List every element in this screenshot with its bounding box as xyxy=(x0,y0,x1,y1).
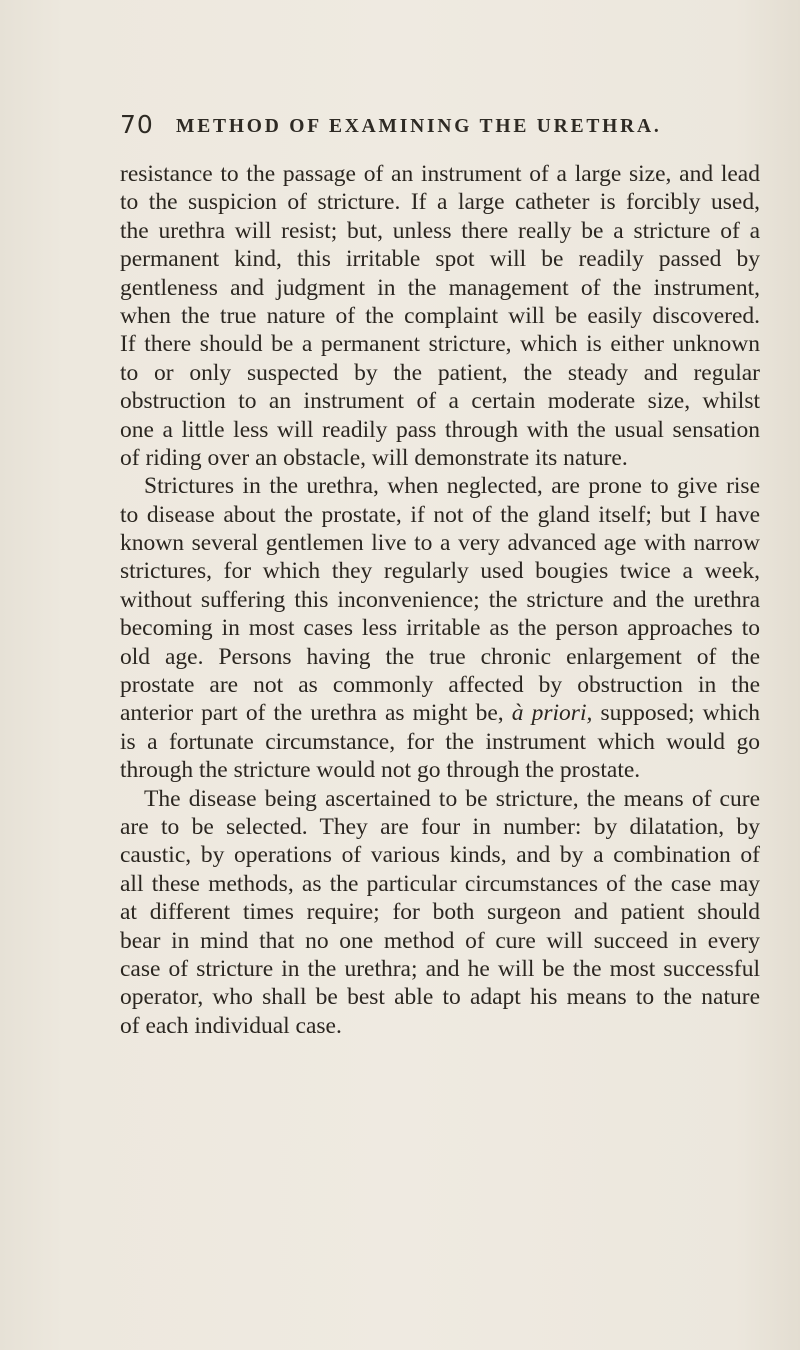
running-title: METHOD OF EXAMINING THE URETHRA. xyxy=(176,116,662,137)
text-segment: supposed; which xyxy=(600,700,761,727)
text-line: of each individual case. xyxy=(120,1012,342,1039)
text-line: strictures, for which they regularly used bougies twice a week, xyxy=(120,558,760,585)
text-line: gentleness and judgment in the management of the instrument, xyxy=(120,274,760,301)
text-line: is a fortunate circumstance, for the instrument which would go xyxy=(120,728,760,755)
page-number: 70 xyxy=(120,110,154,139)
text-line: bear in mind that no one method of cure will succeed in every xyxy=(120,927,760,954)
text-line: prostate are not as commonly affected by obstruction in the xyxy=(120,672,760,699)
text-line xyxy=(120,699,760,727)
text-line: operator, who shall be best able to adapt his means to the nature xyxy=(120,984,760,1011)
italic-phrase: à priori, xyxy=(511,700,593,727)
text-line: without suffering this inconvenience; the stricture and the urethra xyxy=(120,586,760,613)
text-line: obstruction to an instrument of a certain moderate size, whilst xyxy=(120,388,760,415)
text-line: to or only suspected by the patient, the steady and regular xyxy=(120,359,760,386)
text-line: are to be selected. They are four in number: by dilatation, by xyxy=(120,813,760,840)
text-line: at different times require; for both surgeon and patient should xyxy=(120,899,760,926)
body-text xyxy=(120,160,760,1040)
page-header xyxy=(120,110,760,142)
text-line: known several gentlemen live to a very advanced age with narrow xyxy=(120,530,760,557)
text-line: to disease about the prostate, if not of the gland itself; but I have xyxy=(120,501,760,528)
text-line: case of stricture in the urethra; and he will be the most successful xyxy=(120,955,760,982)
text-line: when the true nature of the complaint will be easily discovered. xyxy=(120,302,760,329)
text-segment: anterior part of the urethra as might be, xyxy=(120,700,504,727)
text-line: the urethra will resist; but, unless there really be a stricture of a xyxy=(120,217,760,244)
paragraph-start-line: Strictures in the urethra, when neglected, are prone to give rise xyxy=(144,473,760,500)
text-line: resistance to the passage of an instrument of a large size, and lead xyxy=(120,161,760,187)
text-line: If there should be a permanent stricture, which is either unknown xyxy=(120,331,760,358)
paragraph-start-line: The disease being ascertained to be stricture, the means of cure xyxy=(144,785,760,812)
text-line: one a little less will readily pass through with the usual sensation xyxy=(120,416,760,443)
text-line: all these methods, as the particular circumstances of the case may xyxy=(120,870,760,897)
text-line: permanent kind, this irritable spot will be readily passed by xyxy=(120,246,760,273)
text-line: to the suspicion of stricture. If a large catheter is forcibly used, xyxy=(120,189,760,216)
text-line: becoming in most cases less irritable as the person approaches to xyxy=(120,615,760,642)
text-line: through the stricture would not go through the prostate. xyxy=(120,757,641,784)
text-line: of riding over an obstacle, will demonstrate its nature. xyxy=(120,444,628,471)
text-line: old age. Persons having the true chronic enlargement of the xyxy=(120,643,760,670)
text-line: caustic, by operations of various kinds, and by a combination of xyxy=(120,842,760,869)
